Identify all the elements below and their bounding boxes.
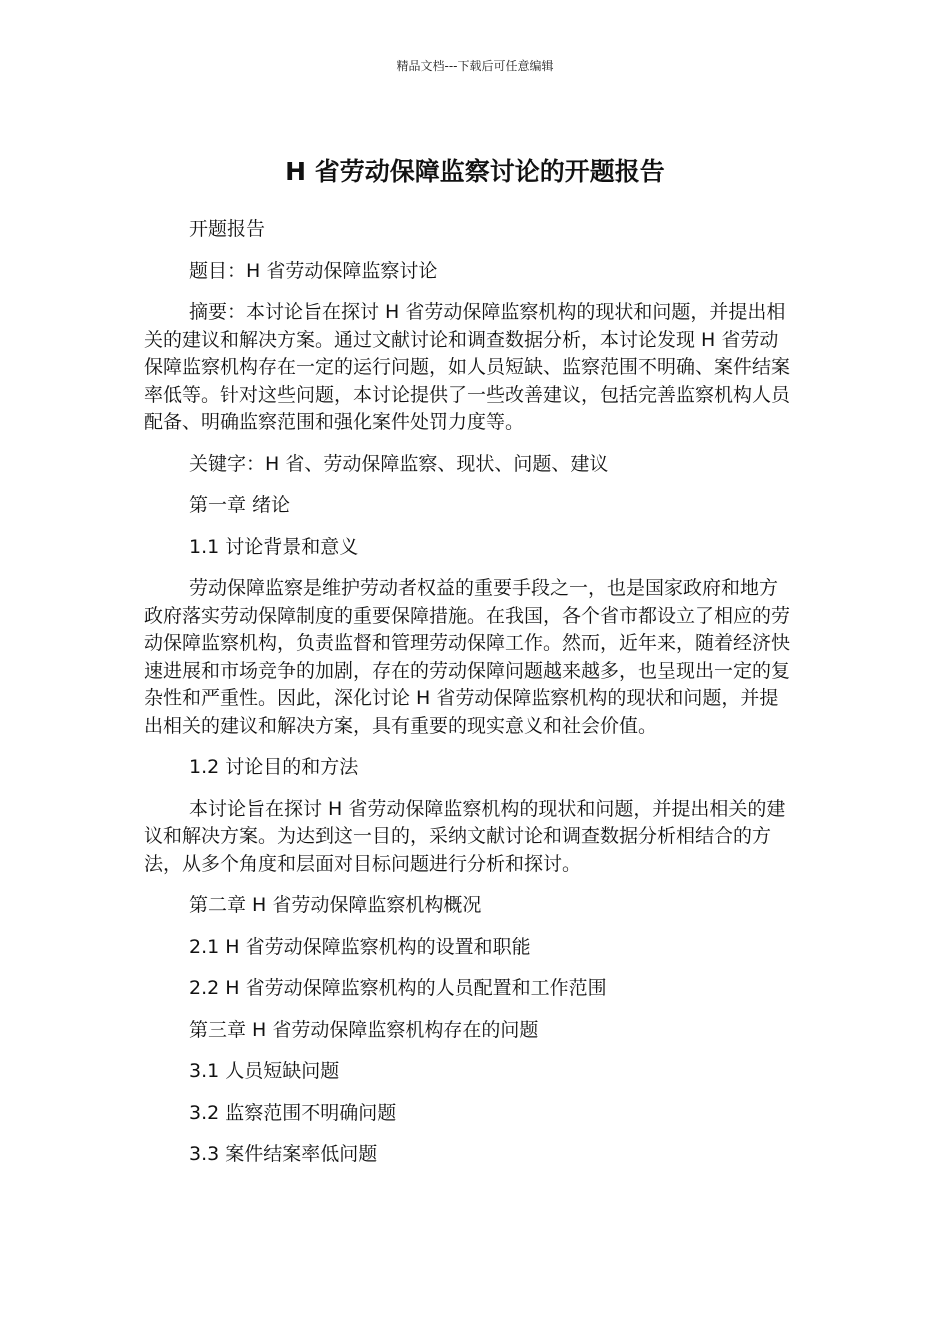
background-paragraph: 劳动保障监察是维护劳动者权益的重要手段之一，也是国家政府和地方政府落实劳动保障制度的重要保障措施。在我国，各个省市都设立了相应的劳动保障监察机构，负责监督和管理劳动保障工作。然而，近年来，随着经济快速进展和市场竞争的加剧，存在的劳动保障问题越来越多，也呈现出一定的复杂性和严重性。因此，深化讨论 H 省劳动保障监察机构的现状和问题，并提出相关的建议和解决方案，具有重要的现实意义和社会价值。	[144, 577, 791, 737]
chapter-heading-1: 第一章 绪论	[189, 494, 291, 516]
document-body	[144, 216, 794, 1183]
method-paragraph: 本讨论旨在探讨 H 省劳动保障监察机构的现状和问题，并提出相关的建议和解决方案。为达到这一目的，采纳文献讨论和调查数据分析相结合的方法，从多个角度和层面对目标问题进行分析和探讨。	[144, 797, 786, 875]
section-heading-3-2: 3.2 监察范围不明确问题	[189, 1101, 397, 1124]
section-heading-3-3: 3.3 案件结案率低问题	[189, 1143, 378, 1165]
topic-line: 题目：H 省劳动保障监察讨论	[189, 259, 438, 282]
section-heading-1-1: 1.1 讨论背景和意义	[189, 535, 359, 558]
section-heading-2-1: 2.1 H 省劳动保障监察机构的设置和职能	[189, 935, 531, 958]
section-heading-1-2: 1.2 讨论目的和方法	[189, 756, 359, 778]
document-title: H 省劳动保障监察讨论的开题报告	[285, 156, 665, 186]
section-heading-3-1: 3.1 人员短缺问题	[189, 1060, 340, 1082]
keywords-line: 关键字：H 省、劳动保障监察、现状、问题、建议	[189, 452, 609, 475]
chapter-heading-3: 第三章 H 省劳动保障监察机构存在的问题	[189, 1018, 539, 1041]
page-header-watermark: 精品文档---下载后可任意编辑	[396, 59, 554, 73]
section-label-proposal: 开题报告	[189, 218, 266, 240]
abstract-paragraph: 摘要：本讨论旨在探讨 H 省劳动保障监察机构的现状和问题，并提出相关的建议和解决方案。通过文献讨论和调查数据分析，本讨论发现 H 省劳动保障监察机构存在一定的运行问题，如人员短缺、监察范围不明确、案件结案率低等。针对这些问题，本讨论提供了一些改善建议，包括完善监察机构人员配备、明确监察范围和强化案件处罚力度等。	[144, 301, 791, 433]
section-heading-2-2: 2.2 H 省劳动保障监察机构的人员配置和工作范围	[189, 977, 607, 999]
chapter-heading-2: 第二章 H 省劳动保障监察机构概况	[189, 894, 482, 916]
